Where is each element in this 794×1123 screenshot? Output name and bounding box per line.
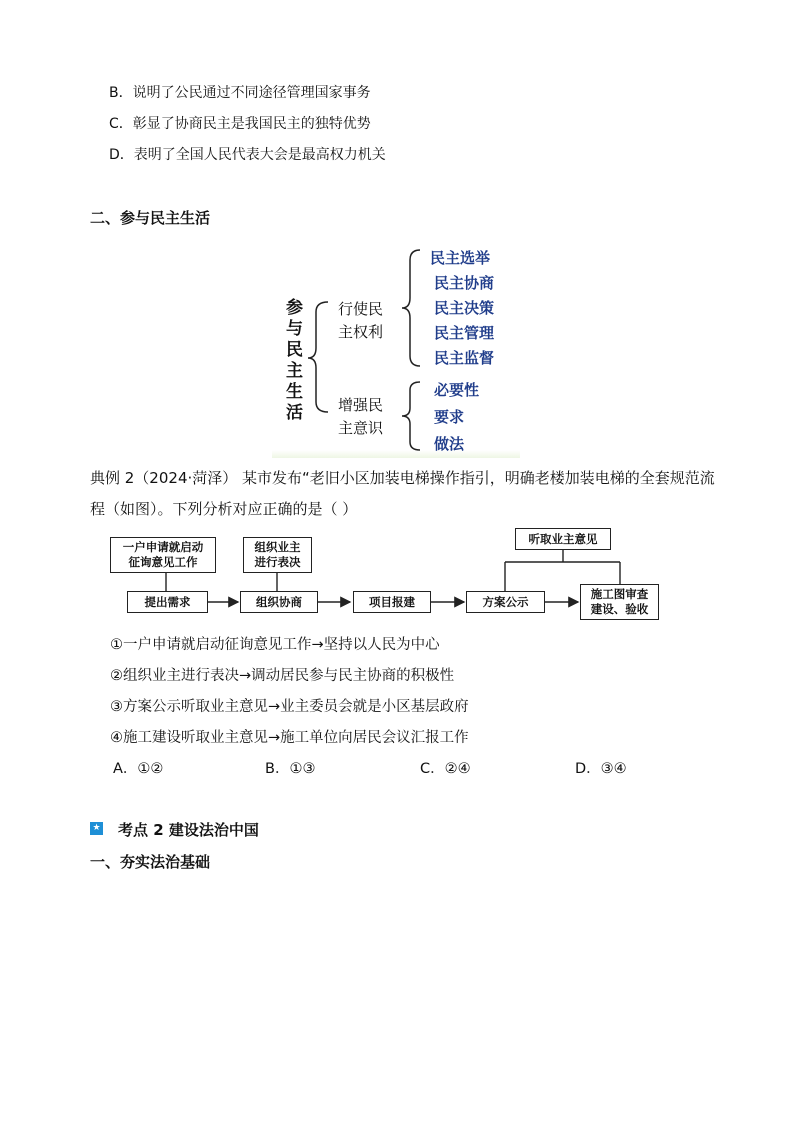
branch2-item: 要求 <box>434 408 465 426</box>
example-line1: 典例 2（2024·菏泽） 某市发布“老旧小区加装电梯操作指引，明确老楼加装电梯的全套规范流 <box>90 469 715 487</box>
branch1-item: 民主监督 <box>434 349 495 367</box>
branch1-label <box>338 298 383 344</box>
image-bottom-edge <box>272 450 520 458</box>
flow-text: 进行表决 <box>254 555 301 569</box>
section-title-participate: 二、参与民主生活 <box>90 209 211 227</box>
root-char: 民 <box>286 340 303 360</box>
choice-b: B．①③ <box>265 761 316 777</box>
flow-box-report: 项目报建 <box>353 591 431 613</box>
flow-box-request: 提出需求 <box>127 591 208 613</box>
statement-4: ④施工建设听取业主意见→施工单位向居民会议汇报工作 <box>110 730 469 746</box>
flow-text: 组织业主 <box>254 540 301 554</box>
branch2-label-line1: 增强民 <box>338 396 384 414</box>
branch2-item: 必要性 <box>434 381 480 399</box>
option-d: D．表明了全国人民代表大会是最高权力机关 <box>109 147 386 163</box>
branch1-item: 民主管理 <box>434 324 495 342</box>
choice-d: D．③④ <box>575 761 627 777</box>
branch1-item: 民主协商 <box>434 274 495 292</box>
flow-text: 一户申请就启动 <box>122 540 204 554</box>
section-title-rule-of-law: 一、夯实法治基础 <box>90 853 211 871</box>
choice-a: A．①② <box>113 761 164 777</box>
flow-text: 征询意见工作 <box>128 555 198 569</box>
root-char: 参 <box>286 298 303 318</box>
statement-2: ②组织业主进行表决→调动居民参与民主协商的积极性 <box>110 668 455 684</box>
branch2-label-line2: 主意识 <box>338 419 384 437</box>
flow-box-vote <box>243 537 312 573</box>
flow-box-publicize: 方案公示 <box>466 591 545 613</box>
option-b: B．说明了公民通过不同途径管理国家事务 <box>109 85 371 101</box>
branch2-label <box>338 394 383 440</box>
example-line2: 程（如图）。下列分析对应正确的是（ ） <box>90 500 358 518</box>
flow-box-construct <box>580 584 659 620</box>
branch1-item: 民主决策 <box>434 299 495 317</box>
star-icon: ★ <box>90 822 103 835</box>
option-c: C．彰显了协商民主是我国民主的独特优势 <box>109 116 371 132</box>
flow-text: 建设、验收 <box>590 602 649 616</box>
choice-c: C．②④ <box>420 761 471 777</box>
kaodian-title: 考点 2 建设法治中国 <box>118 821 259 839</box>
branch1-label-line1: 行使民 <box>338 300 384 318</box>
root-char: 活 <box>286 403 303 423</box>
root-char: 与 <box>286 319 303 339</box>
flow-box-apply <box>110 537 216 573</box>
branch1-label-line2: 主权利 <box>338 323 384 341</box>
statement-1: ①一户申请就启动征询意见工作→坚持以人民为中心 <box>110 637 440 653</box>
branch1-item: 民主选举 <box>430 249 491 267</box>
statement-3: ③方案公示听取业主意见→业主委员会就是小区基层政府 <box>110 699 469 715</box>
concept-root <box>286 298 306 424</box>
flow-text: 施工图审查 <box>590 587 649 601</box>
root-char: 主 <box>286 361 303 381</box>
flow-box-listen: 听取业主意见 <box>515 528 611 550</box>
root-char: 生 <box>286 382 303 402</box>
flow-box-consult: 组织协商 <box>240 591 318 613</box>
concept-map <box>270 240 525 460</box>
branch2-item: 做法 <box>434 435 465 453</box>
